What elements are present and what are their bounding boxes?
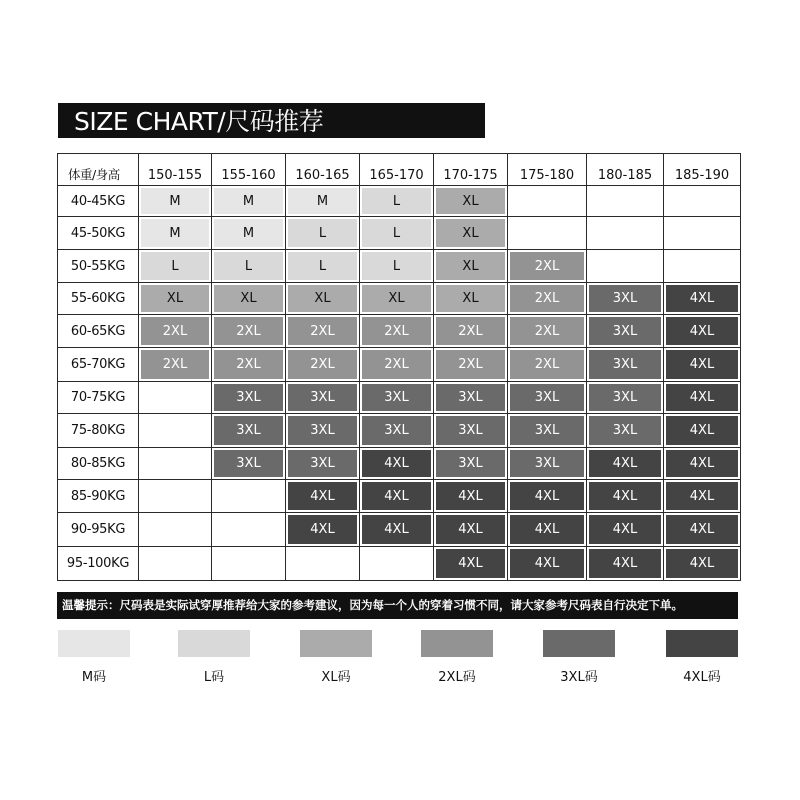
height-header: 160-165 xyxy=(286,154,360,186)
size-cell: 4XL xyxy=(434,547,508,581)
size-cell: 4XL xyxy=(360,513,434,547)
empty-cell xyxy=(212,513,286,547)
size-cell: XL xyxy=(286,283,360,315)
empty-cell xyxy=(664,217,741,250)
table-row xyxy=(58,382,741,414)
weight-label: 80-85KG xyxy=(58,448,139,480)
size-cell: 4XL xyxy=(587,513,664,547)
legend-item xyxy=(543,630,615,685)
size-cell: 3XL xyxy=(212,382,286,414)
corner-label: 体重/身高 xyxy=(58,154,139,186)
empty-cell xyxy=(587,250,664,283)
empty-cell xyxy=(664,250,741,283)
legend-label: 4XL码 xyxy=(683,670,721,685)
table-row xyxy=(58,348,741,382)
size-cell: L xyxy=(360,250,434,283)
legend-swatch xyxy=(178,630,250,657)
empty-cell xyxy=(360,547,434,581)
legend-label: 3XL码 xyxy=(560,670,598,685)
table-row xyxy=(58,513,741,547)
legend-item xyxy=(421,630,493,685)
size-cell: 2XL xyxy=(286,348,360,382)
size-cell: 3XL xyxy=(212,448,286,480)
weight-label: 55-60KG xyxy=(58,283,139,315)
height-header: 175-180 xyxy=(508,154,587,186)
size-cell: 2XL xyxy=(139,348,212,382)
size-cell: 4XL xyxy=(664,348,741,382)
weight-label: 40-45KG xyxy=(58,186,139,217)
weight-label: 70-75KG xyxy=(58,382,139,414)
legend-swatch xyxy=(421,630,493,657)
empty-cell xyxy=(508,186,587,217)
size-cell: 3XL xyxy=(212,414,286,448)
size-cell: 4XL xyxy=(664,283,741,315)
size-cell: XL xyxy=(360,283,434,315)
weight-label: 85-90KG xyxy=(58,480,139,513)
size-cell: 4XL xyxy=(664,513,741,547)
size-cell: 3XL xyxy=(360,382,434,414)
size-cell: 4XL xyxy=(508,480,587,513)
size-cell: 3XL xyxy=(286,382,360,414)
size-cell: 4XL xyxy=(508,513,587,547)
table-row xyxy=(58,250,741,283)
size-cell: 4XL xyxy=(286,513,360,547)
weight-label: 65-70KG xyxy=(58,348,139,382)
legend-swatch xyxy=(300,630,372,657)
legend-label: L码 xyxy=(203,670,225,685)
size-cell: 4XL xyxy=(664,547,741,581)
legend-swatch xyxy=(58,630,130,657)
size-cell: 3XL xyxy=(587,348,664,382)
size-cell: 2XL xyxy=(508,315,587,348)
empty-cell xyxy=(212,480,286,513)
legend-item xyxy=(58,630,130,685)
size-cell: 3XL xyxy=(434,382,508,414)
empty-cell xyxy=(664,186,741,217)
table-row xyxy=(58,480,741,513)
size-cell: L xyxy=(286,250,360,283)
size-cell: XL xyxy=(434,283,508,315)
size-cell: 4XL xyxy=(664,448,741,480)
table-row xyxy=(58,414,741,448)
table-row xyxy=(58,448,741,480)
size-cell: 3XL xyxy=(587,414,664,448)
empty-cell xyxy=(139,382,212,414)
size-cell: L xyxy=(360,217,434,250)
size-cell: XL xyxy=(212,283,286,315)
size-cell: 4XL xyxy=(360,448,434,480)
size-cell: 4XL xyxy=(664,480,741,513)
size-cell: 2XL xyxy=(212,348,286,382)
size-cell: 2XL xyxy=(508,348,587,382)
size-cell: 3XL xyxy=(286,414,360,448)
empty-cell xyxy=(139,480,212,513)
size-cell: 2XL xyxy=(360,315,434,348)
size-cell: 2XL xyxy=(508,283,587,315)
size-cell: L xyxy=(212,250,286,283)
size-cell: 2XL xyxy=(286,315,360,348)
size-cell: 2XL xyxy=(434,315,508,348)
size-cell: 4XL xyxy=(587,480,664,513)
table-row xyxy=(58,283,741,315)
table-row xyxy=(58,217,741,250)
size-cell: 4XL xyxy=(434,480,508,513)
size-cell: 4XL xyxy=(587,448,664,480)
empty-cell xyxy=(139,513,212,547)
legend-label: XL码 xyxy=(321,670,351,685)
weight-label: 45-50KG xyxy=(58,217,139,250)
size-cell: 3XL xyxy=(587,283,664,315)
height-header: 165-170 xyxy=(360,154,434,186)
legend-label: M码 xyxy=(81,670,107,685)
height-header: 150-155 xyxy=(139,154,212,186)
size-cell: M xyxy=(139,186,212,217)
size-cell: XL xyxy=(139,283,212,315)
empty-cell xyxy=(139,414,212,448)
size-cell: 2XL xyxy=(434,348,508,382)
weight-label: 60-65KG xyxy=(58,315,139,348)
size-cell: L xyxy=(360,186,434,217)
size-cell: M xyxy=(212,186,286,217)
legend-item xyxy=(178,630,250,685)
size-cell: 3XL xyxy=(508,382,587,414)
empty-cell xyxy=(286,547,360,581)
chart-title: SIZE CHART/尺码推荐 xyxy=(58,103,485,138)
size-cell: 4XL xyxy=(286,480,360,513)
size-cell: 3XL xyxy=(434,414,508,448)
size-cell: XL xyxy=(434,217,508,250)
size-cell: 2XL xyxy=(139,315,212,348)
size-cell: L xyxy=(139,250,212,283)
weight-label: 90-95KG xyxy=(58,513,139,547)
size-cell: 4XL xyxy=(664,315,741,348)
height-header: 170-175 xyxy=(434,154,508,186)
size-cell: 2XL xyxy=(508,250,587,283)
empty-cell xyxy=(587,186,664,217)
size-legend xyxy=(0,630,800,690)
legend-swatch xyxy=(666,630,738,657)
size-cell: 2XL xyxy=(360,348,434,382)
table-row xyxy=(58,547,741,581)
size-notice: 温馨提示：尺码表是实际试穿厚推荐给大家的参考建议，因为每一个人的穿着习惯不同，请大家参考尺码表自行决定下单。 xyxy=(57,592,738,619)
size-cell: 3XL xyxy=(587,382,664,414)
table-row xyxy=(58,315,741,348)
size-cell: M xyxy=(139,217,212,250)
legend-item xyxy=(666,630,738,685)
empty-cell xyxy=(508,217,587,250)
weight-label: 50-55KG xyxy=(58,250,139,283)
size-cell: 4XL xyxy=(587,547,664,581)
size-cell: 3XL xyxy=(587,315,664,348)
size-cell: 3XL xyxy=(508,414,587,448)
size-chart-table xyxy=(57,153,741,581)
size-cell: 3XL xyxy=(360,414,434,448)
size-cell: 4XL xyxy=(664,382,741,414)
size-cell: 3XL xyxy=(286,448,360,480)
size-cell: XL xyxy=(434,250,508,283)
size-cell: 3XL xyxy=(434,448,508,480)
size-cell: 2XL xyxy=(212,315,286,348)
size-cell: 3XL xyxy=(508,448,587,480)
empty-cell xyxy=(587,217,664,250)
height-header: 185-190 xyxy=(664,154,741,186)
size-cell: 4XL xyxy=(360,480,434,513)
weight-label: 75-80KG xyxy=(58,414,139,448)
size-cell: M xyxy=(212,217,286,250)
empty-cell xyxy=(212,547,286,581)
size-cell: XL xyxy=(434,186,508,217)
legend-swatch xyxy=(543,630,615,657)
table-row xyxy=(58,186,741,217)
size-cell: 4XL xyxy=(664,414,741,448)
height-header: 155-160 xyxy=(212,154,286,186)
empty-cell xyxy=(139,448,212,480)
weight-label: 95-100KG xyxy=(58,547,139,581)
empty-cell xyxy=(139,547,212,581)
size-cell: M xyxy=(286,186,360,217)
size-cell: 4XL xyxy=(434,513,508,547)
header-row xyxy=(58,154,741,186)
legend-item xyxy=(300,630,372,685)
size-cell: L xyxy=(286,217,360,250)
height-header: 180-185 xyxy=(587,154,664,186)
legend-label: 2XL码 xyxy=(438,670,476,685)
size-cell: 4XL xyxy=(508,547,587,581)
